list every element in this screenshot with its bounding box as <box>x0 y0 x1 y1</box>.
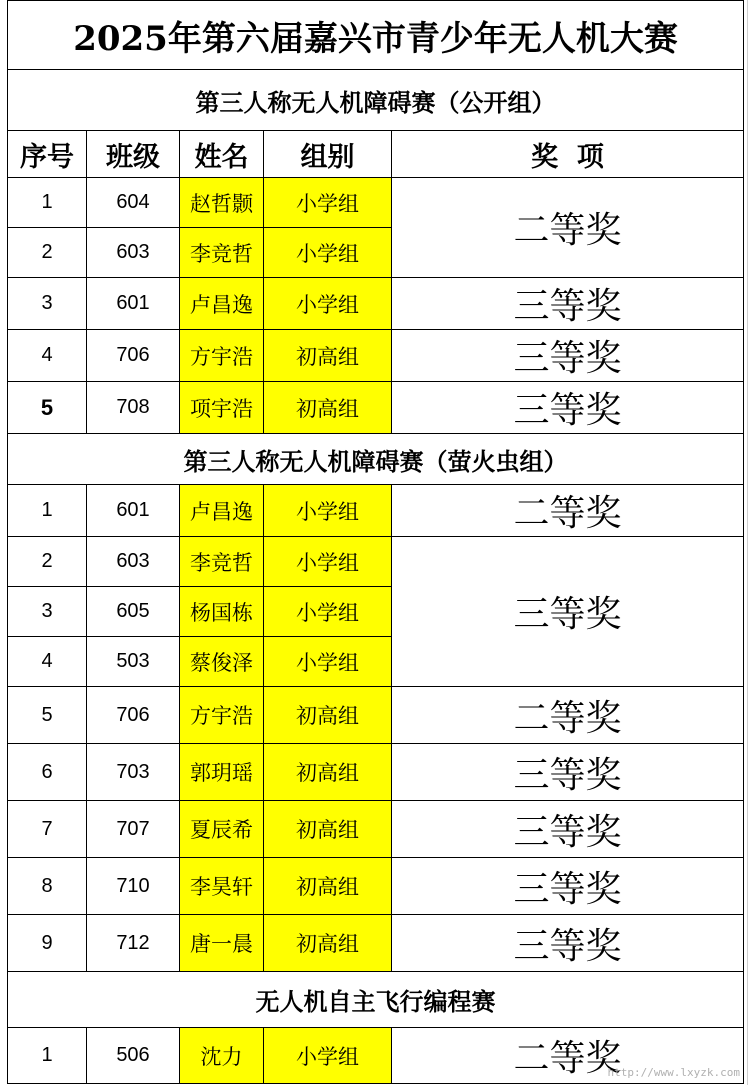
row-name: 李竞哲 <box>180 537 264 587</box>
table-row <box>8 485 744 537</box>
row-index: 4 <box>8 637 87 687</box>
header-index: 序号 <box>8 131 87 178</box>
row-index: 9 <box>8 915 87 972</box>
row-award: 三等奖 <box>392 858 744 915</box>
row-award: 三等奖 <box>392 278 744 330</box>
row-name: 唐一晨 <box>180 915 264 972</box>
row-class: 601 <box>87 278 180 330</box>
row-index: 7 <box>8 801 87 858</box>
row-name: 沈力 <box>180 1028 264 1084</box>
row-index: 5 <box>8 687 87 744</box>
row-award: 二等奖 <box>392 1028 744 1084</box>
row-index: 1 <box>8 485 87 537</box>
table-row <box>8 801 744 858</box>
row-class: 706 <box>87 687 180 744</box>
row-group: 小学组 <box>264 485 392 537</box>
row-group: 小学组 <box>264 278 392 330</box>
row-group: 小学组 <box>264 587 392 637</box>
row-award: 三等奖 <box>392 382 744 434</box>
row-class: 707 <box>87 801 180 858</box>
row-group: 初高组 <box>264 687 392 744</box>
row-group: 小学组 <box>264 228 392 278</box>
row-class: 604 <box>87 178 180 228</box>
row-class: 605 <box>87 587 180 637</box>
table-row <box>8 278 744 330</box>
page-title: 2025年第六届嘉兴市青少年无人机大赛 <box>8 1 744 70</box>
row-class: 603 <box>87 228 180 278</box>
row-index: 6 <box>8 744 87 801</box>
row-class: 708 <box>87 382 180 434</box>
row-class: 503 <box>87 637 180 687</box>
row-name: 蔡俊泽 <box>180 637 264 687</box>
row-name: 卢昌逸 <box>180 485 264 537</box>
row-award: 二等奖 <box>392 687 744 744</box>
row-index: 3 <box>8 587 87 637</box>
row-name: 李竞哲 <box>180 228 264 278</box>
watermark-text: http://www.lxyzk.com <box>607 1066 740 1079</box>
row-group: 小学组 <box>264 1028 392 1084</box>
header-name: 姓名 <box>180 131 264 178</box>
header-class: 班级 <box>87 131 180 178</box>
row-index: 1 <box>8 1028 87 1084</box>
row-group: 初高组 <box>264 382 392 434</box>
row-name: 卢昌逸 <box>180 278 264 330</box>
table-row <box>8 330 744 382</box>
row-group: 小学组 <box>264 537 392 587</box>
row-group: 初高组 <box>264 330 392 382</box>
row-class: 706 <box>87 330 180 382</box>
row-group: 初高组 <box>264 801 392 858</box>
row-award: 二等奖 <box>392 178 744 278</box>
row-award: 三等奖 <box>392 330 744 382</box>
row-name: 方宇浩 <box>180 330 264 382</box>
row-name: 方宇浩 <box>180 687 264 744</box>
table-row <box>8 858 744 915</box>
section-title: 第三人称无人机障碍赛（萤火虫组） <box>8 434 744 485</box>
row-class: 601 <box>87 485 180 537</box>
row-award: 三等奖 <box>392 801 744 858</box>
row-class: 712 <box>87 915 180 972</box>
row-name: 项宇浩 <box>180 382 264 434</box>
table-row <box>8 915 744 972</box>
row-award: 三等奖 <box>392 744 744 801</box>
section-title: 无人机自主飞行编程赛 <box>8 972 744 1028</box>
table-row <box>8 537 744 587</box>
section-title: 第三人称无人机障碍赛（公开组） <box>8 70 744 131</box>
row-group: 初高组 <box>264 858 392 915</box>
header-group: 组别 <box>264 131 392 178</box>
row-index: 3 <box>8 278 87 330</box>
row-index: 2 <box>8 537 87 587</box>
row-name: 李昊轩 <box>180 858 264 915</box>
row-index: 1 <box>8 178 87 228</box>
table-row <box>8 687 744 744</box>
row-award: 三等奖 <box>392 537 744 687</box>
row-award: 三等奖 <box>392 915 744 972</box>
row-name: 夏辰希 <box>180 801 264 858</box>
column-header-row <box>8 131 744 178</box>
row-index: 2 <box>8 228 87 278</box>
table-row <box>8 382 744 434</box>
row-group: 小学组 <box>264 178 392 228</box>
sheet-gridline <box>747 0 748 1085</box>
award-table <box>7 0 744 1084</box>
row-name: 杨国栋 <box>180 587 264 637</box>
table-row <box>8 744 744 801</box>
row-name: 赵哲颢 <box>180 178 264 228</box>
row-award: 二等奖 <box>392 485 744 537</box>
row-group: 初高组 <box>264 744 392 801</box>
row-group: 初高组 <box>264 915 392 972</box>
row-index: 5 <box>8 382 87 434</box>
row-class: 710 <box>87 858 180 915</box>
header-award: 奖 项 <box>392 131 744 178</box>
row-index: 8 <box>8 858 87 915</box>
row-class: 506 <box>87 1028 180 1084</box>
row-class: 603 <box>87 537 180 587</box>
row-name: 郭玥瑶 <box>180 744 264 801</box>
row-group: 小学组 <box>264 637 392 687</box>
table-row <box>8 178 744 228</box>
row-class: 703 <box>87 744 180 801</box>
row-index: 4 <box>8 330 87 382</box>
